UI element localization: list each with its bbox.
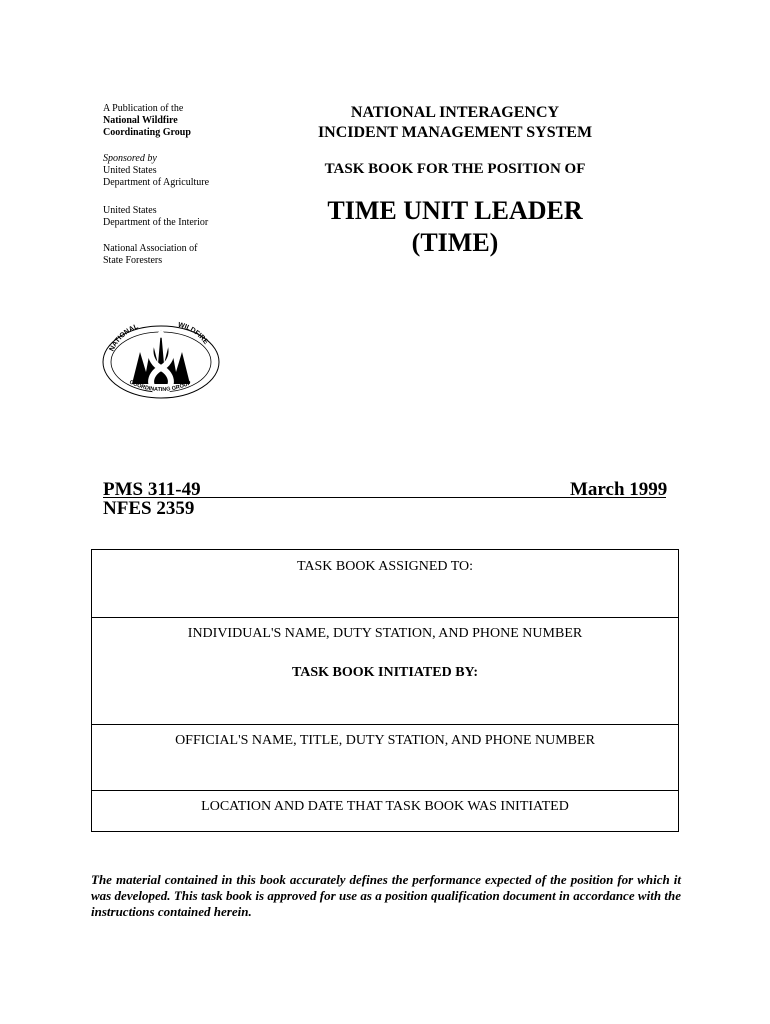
sponsor2-line2: Department of the Interior — [103, 217, 209, 228]
publisher-group — [103, 103, 303, 139]
header-line2: INCIDENT MANAGEMENT SYSTEM — [317, 124, 593, 141]
sponsor2-group — [103, 205, 303, 229]
document-header — [290, 103, 620, 259]
logo-text-national: NATIONAL — [108, 323, 140, 353]
initiated-by-signature-line — [92, 724, 678, 725]
publication-date: March 1999 — [570, 479, 668, 500]
sponsored-by-label: Sponsored by — [103, 153, 157, 164]
page-title: TIME UNIT LEADER (TIME) — [327, 196, 583, 257]
approval-statement: The material contained in this book accurately defines the performance expected of the position for which it was developed. This task book is approved for use as a position qualification document in accordance with the instructions contained herein. — [91, 872, 681, 919]
pms-number: PMS 311-49 — [103, 479, 201, 500]
nwcg-logo — [96, 312, 226, 402]
sponsor-group — [103, 153, 303, 189]
assigned-to-label: TASK BOOK ASSIGNED TO: — [296, 559, 474, 574]
publisher-org-line1: National Wildfire — [103, 115, 178, 126]
individual-info-label: INDIVIDUAL'S NAME, DUTY STATION, AND PHONE NUMBER — [187, 626, 583, 641]
assigned-to-signature-line — [92, 617, 678, 618]
header-divider — [103, 497, 666, 498]
logo-text-wildfire: WILDFIRE — [177, 321, 210, 346]
nfes-number: NFES 2359 — [103, 498, 195, 519]
header-line1: NATIONAL INTERAGENCY — [350, 104, 560, 121]
sponsor1-line1: United States — [103, 165, 157, 176]
header-subtitle: TASK BOOK FOR THE POSITION OF — [324, 161, 586, 177]
publisher-info — [103, 103, 303, 281]
location-signature-line — [92, 790, 678, 791]
assignment-box — [91, 549, 679, 832]
publisher-intro: A Publication of the — [103, 103, 184, 114]
nwcg-logo-graphic — [96, 312, 226, 402]
logo-text-coordinating: COORDINATING GROUP — [128, 379, 193, 394]
sponsor1-line2: Department of Agriculture — [103, 177, 210, 188]
location-date-label: LOCATION AND DATE THAT TASK BOOK WAS INITIATED — [201, 799, 569, 814]
sponsor3-line2: State Foresters — [103, 255, 163, 266]
initiated-by-label: TASK BOOK INITIATED BY: — [291, 665, 479, 680]
publisher-org-line2: Coordinating Group — [103, 127, 191, 138]
sponsor3-group — [103, 243, 303, 267]
official-info-label: OFFICIAL'S NAME, TITLE, DUTY STATION, AND PHONE NUMBER — [175, 733, 595, 748]
sponsor2-line1: United States — [103, 205, 157, 216]
sponsor3-line1: National Association of — [103, 243, 198, 254]
